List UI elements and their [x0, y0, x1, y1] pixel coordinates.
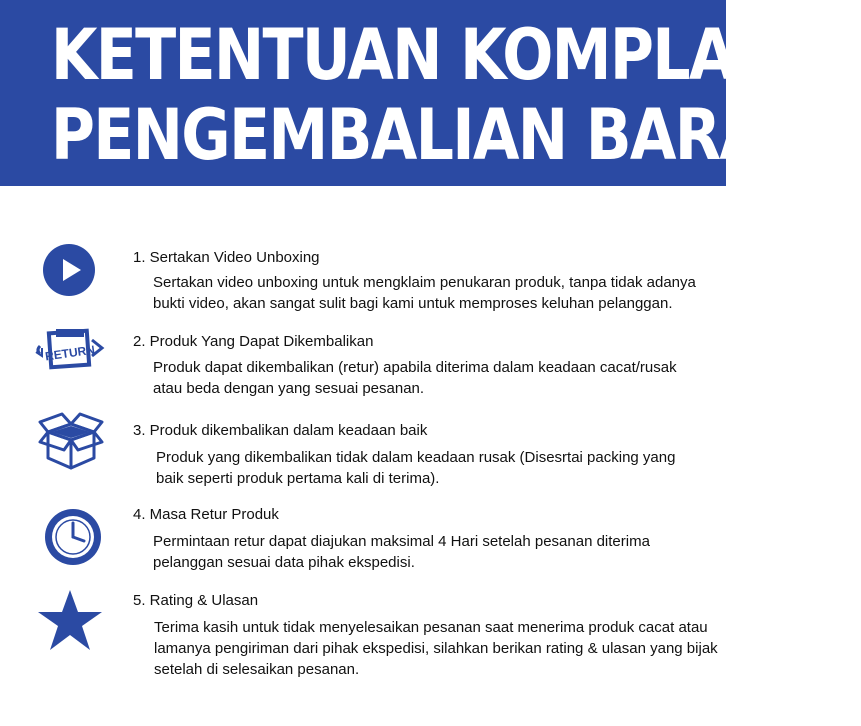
rule-description: Sertakan video unboxing untuk mengklaim penukaran produk, tanpa tidak adanya bukti video, akan sangat sulit bagi kami untuk memproses keluhan pelanggan.	[153, 274, 696, 312]
rule-description: Produk dapat dikembalikan (retur) apabila diterima dalam keadaan cacat/rusak atau beda dengan yang sesuai pesanan.	[153, 359, 677, 397]
rule-title: 3. Produk dikembalikan dalam keadaan baik	[133, 422, 428, 439]
star-icon	[36, 588, 104, 652]
rule-description: Permintaan retur dapat diajukan maksimal 4 Hari setelah pesanan diterima pelanggan sesuai data pihak ekspedisi.	[153, 533, 650, 571]
rule-title: 4. Masa Retur Produk	[133, 506, 279, 523]
banner-title-line-2: PENGEMBALIAN BARANG	[50, 94, 861, 176]
rule-title: 5. Rating & Ulasan	[133, 592, 259, 609]
return-stamp-text: RETURN	[44, 342, 96, 364]
rule-title: 1. Sertakan Video Unboxing	[133, 249, 320, 266]
return-stamp-icon	[34, 326, 106, 372]
rule-title: 2. Produk Yang Dapat Dikembalikan	[133, 333, 374, 350]
clock-icon	[44, 508, 102, 566]
play-icon	[42, 243, 96, 297]
header-banner	[0, 0, 861, 186]
banner-title-line-1: KETENTUAN KOMPLAIN	[50, 14, 804, 96]
rule-description: Terima kasih untuk tidak menyelesaikan pesanan saat menerima produk cacat atau lamanya pengiriman dari pihak ekspedisi, silahkan berikan rating & ulasan yang bijak setelah di selesaikan pesanan.	[154, 619, 718, 678]
rule-description: Produk yang dikembalikan tidak dalam keadaan rusak (Disesrtai packing yang baik seperti produk pertama kali di terima).	[156, 449, 676, 487]
open-box-icon	[38, 410, 104, 472]
